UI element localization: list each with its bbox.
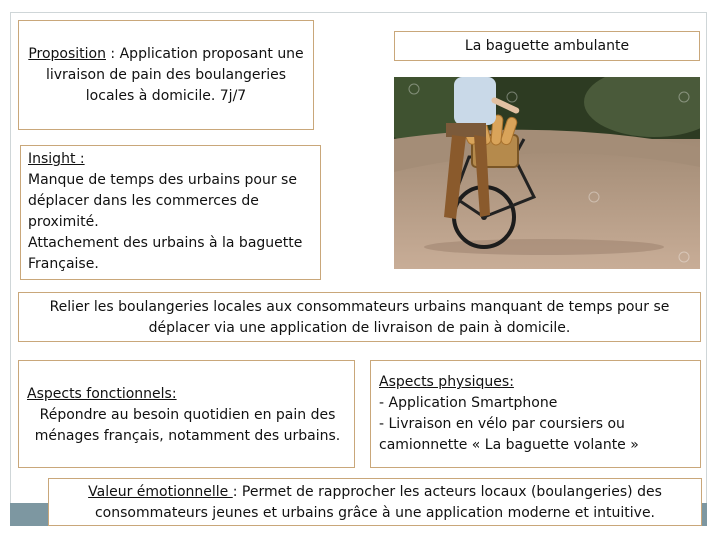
emotional-value-text: : Permet de rapprocher les acteurs locaux (boulangeries) des consommateurs jeunes et urbains grâce à une application moderne et intuitive. — [94, 484, 662, 521]
insight-line-2: Attachement des urbains à la baguette Française. — [28, 235, 303, 272]
functional-aspects-text: Répondre au besoin quotidien en pain des ménages français, notamment des urbains. — [34, 407, 341, 444]
emotional-value-label: Valeur émotionnelle — [88, 484, 233, 500]
physical-aspect-item-1: - Application Smartphone — [379, 395, 558, 411]
insight-line-1: Manque de temps des urbains pour se déplacer dans les commerces de proximité. — [28, 172, 297, 230]
functional-aspects-box — [18, 360, 355, 468]
emotional-value-box — [48, 478, 702, 526]
functional-aspects-label: Aspects fonctionnels: — [27, 386, 177, 402]
insight-label: Insight : — [28, 151, 85, 167]
proposition-text: : Application proposant une livraison de pain des boulangeries locales à domicile. 7j/7 — [45, 46, 304, 104]
physical-aspect-item-2: - Livraison en vélo par coursiers ou camionnette « La baguette volante » — [379, 416, 639, 453]
summary-box: Relier les boulangeries locales aux consommateurs urbains manquant de temps pour se déplacer via une application de livraison de pain à domicile. — [18, 292, 701, 342]
proposition-label: Proposition — [28, 46, 106, 62]
proposition-box — [18, 20, 314, 130]
insight-box — [20, 145, 321, 280]
physical-aspects-label: Aspects physiques: — [379, 374, 514, 390]
physical-aspects-box — [370, 360, 701, 468]
concept-title: La baguette ambulante — [394, 31, 700, 61]
bicycle-baguette-photo — [394, 77, 700, 269]
